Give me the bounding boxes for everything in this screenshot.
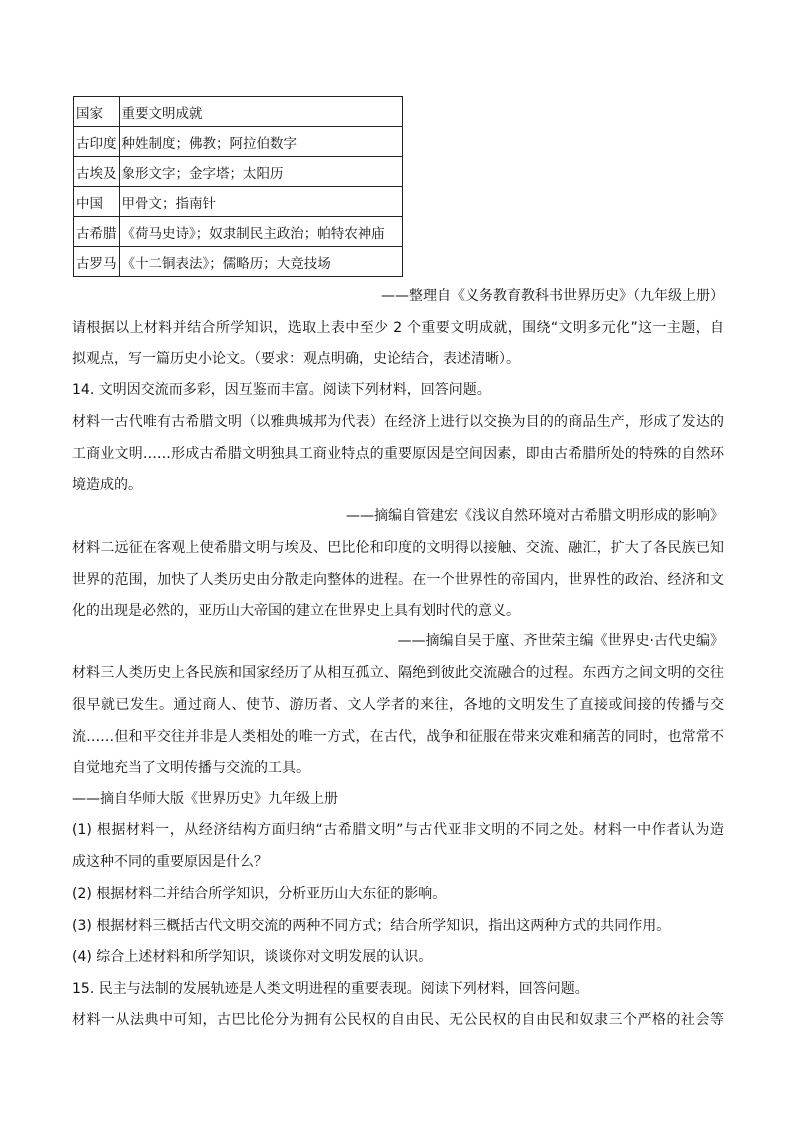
q14-subquestion-3: (3) 根据材料三概括古代文明交流的两种不同方式；结合所学知识，指出这两种方式的共同作用。 [72, 918, 671, 934]
table-cell-achievements: 甲骨文；指南针 [119, 187, 402, 217]
q14-material1-line: 材料一古代唯有古希腊文明（以雅典城邦为代表）在经济上进行以交换为目的的商品生产，形成了发达的 [72, 414, 724, 430]
table-cell-achievements: 《荷马史诗》；奴隶制民主政治；帕特农神庙 [119, 217, 402, 247]
q14-material1-line: 境造成的。 [72, 477, 142, 493]
table-cell-achievements: 《十二铜表法》；儒略历；大竞技场 [119, 247, 402, 277]
table-row [74, 127, 403, 157]
q15-title: 15. 民主与法制的发展轨迹是人类文明进程的重要表现。阅读下列材料，回答问题。 [72, 981, 589, 997]
q14-material2-source: ——摘编自吴于廑、齐世荣主编《世界史·古代史编》 [397, 633, 724, 649]
q14-material2-line: 材料二远征在客观上使希腊文明与埃及、巴比伦和印度的文明得以接触、交流、融汇，扩大了各民族已知 [72, 540, 724, 556]
table-cell-achievements: 象形文字；金字塔；太阳历 [119, 157, 402, 187]
q14-material1-source: ——摘编自管建宏《浅议自然环境对古希腊文明形成的影响》 [346, 508, 724, 524]
table-cell-achievements: 种姓制度；佛教；阿拉伯数字 [119, 127, 402, 157]
q14-subquestion-2: (2) 根据材料二并结合所学知识，分析亚历山大东征的影响。 [72, 886, 447, 902]
table-header-cell: 重要文明成就 [119, 97, 402, 127]
q15-material1-line: 材料一从法典中可知，古巴比伦分为拥有公民权的自由民、无公民权的自由民和奴隶三个严格的社会等 [72, 1012, 724, 1028]
table-header-cell: 国家 [74, 97, 120, 127]
table-row [74, 247, 403, 277]
q14-material1-line: 工商业文明……形成古希腊文明独具工商业特点的重要原因是空间因素，即由古希腊所处的特殊的自然环 [72, 446, 724, 462]
q14-material3-line: 流……但和平交往并非是人类相处的唯一方式，在古代，战争和征服在带来灾难和痛苦的同时，也常常不 [72, 729, 724, 745]
q14-material3-line: 很早就已发生。通过商人、使节、游历者、文人学者的来往，各地的文明发生了直接或间接的传播与交 [72, 697, 724, 713]
table-source-citation: ——整理自《义务教育教科书世界历史》（九年级上册） [381, 288, 724, 304]
q14-material3-source: ——摘自华师大版《世界历史》九年级上册 [72, 791, 338, 807]
table-cell-country: 古希腊 [74, 217, 120, 247]
q14-material3-line: 材料三人类历史上各民族和国家经历了从相互孤立、隔绝到彼此交流融合的过程。东西方之间文明的交往 [72, 665, 724, 681]
q14-material3-line: 自觉地充当了文明传播与交流的工具。 [72, 760, 310, 776]
table-header-row [74, 97, 403, 127]
q14-material2-line: 世界的范围，加快了人类历史由分散走向整体的进程。在一个世界性的帝国内，世界性的政治、经济和文 [72, 572, 724, 588]
table-cell-country: 古罗马 [74, 247, 120, 277]
achievements-table [73, 96, 403, 277]
q14-title: 14. 文明因交流而多彩，因互鉴而丰富。阅读下列材料，回答问题。 [72, 382, 491, 398]
table-cell-country: 古埃及 [74, 157, 120, 187]
table-row [74, 187, 403, 217]
q14-subquestion-4: (4) 综合上述材料和所学知识，谈谈你对文明发展的认识。 [72, 949, 433, 965]
table-row [74, 217, 403, 247]
q14-subquestion-1: (1) 根据材料一，从经济结构方面归纳“古希腊文明”与古代亚非文明的不同之处。材料一中作者认为造 [72, 822, 724, 838]
q13-prompt-line: 拟观点，写一篇历史小论文。（要求：观点明确，史论结合，表述清晰）。 [72, 351, 520, 367]
table-row [74, 157, 403, 187]
q13-prompt-line: 请根据以上材料并结合所学知识，选取上表中至少 2 个重要文明成就，围绕“文明多元化”这一主题，自 [72, 320, 724, 336]
q14-subquestion-1: 成这种不同的重要原因是什么？ [72, 854, 268, 870]
table-cell-country: 中国 [74, 187, 120, 217]
q14-material2-line: 化的出现是必然的，亚历山大帝国的建立在世界史上具有划时代的意义。 [72, 603, 520, 619]
table-cell-country: 古印度 [74, 127, 120, 157]
